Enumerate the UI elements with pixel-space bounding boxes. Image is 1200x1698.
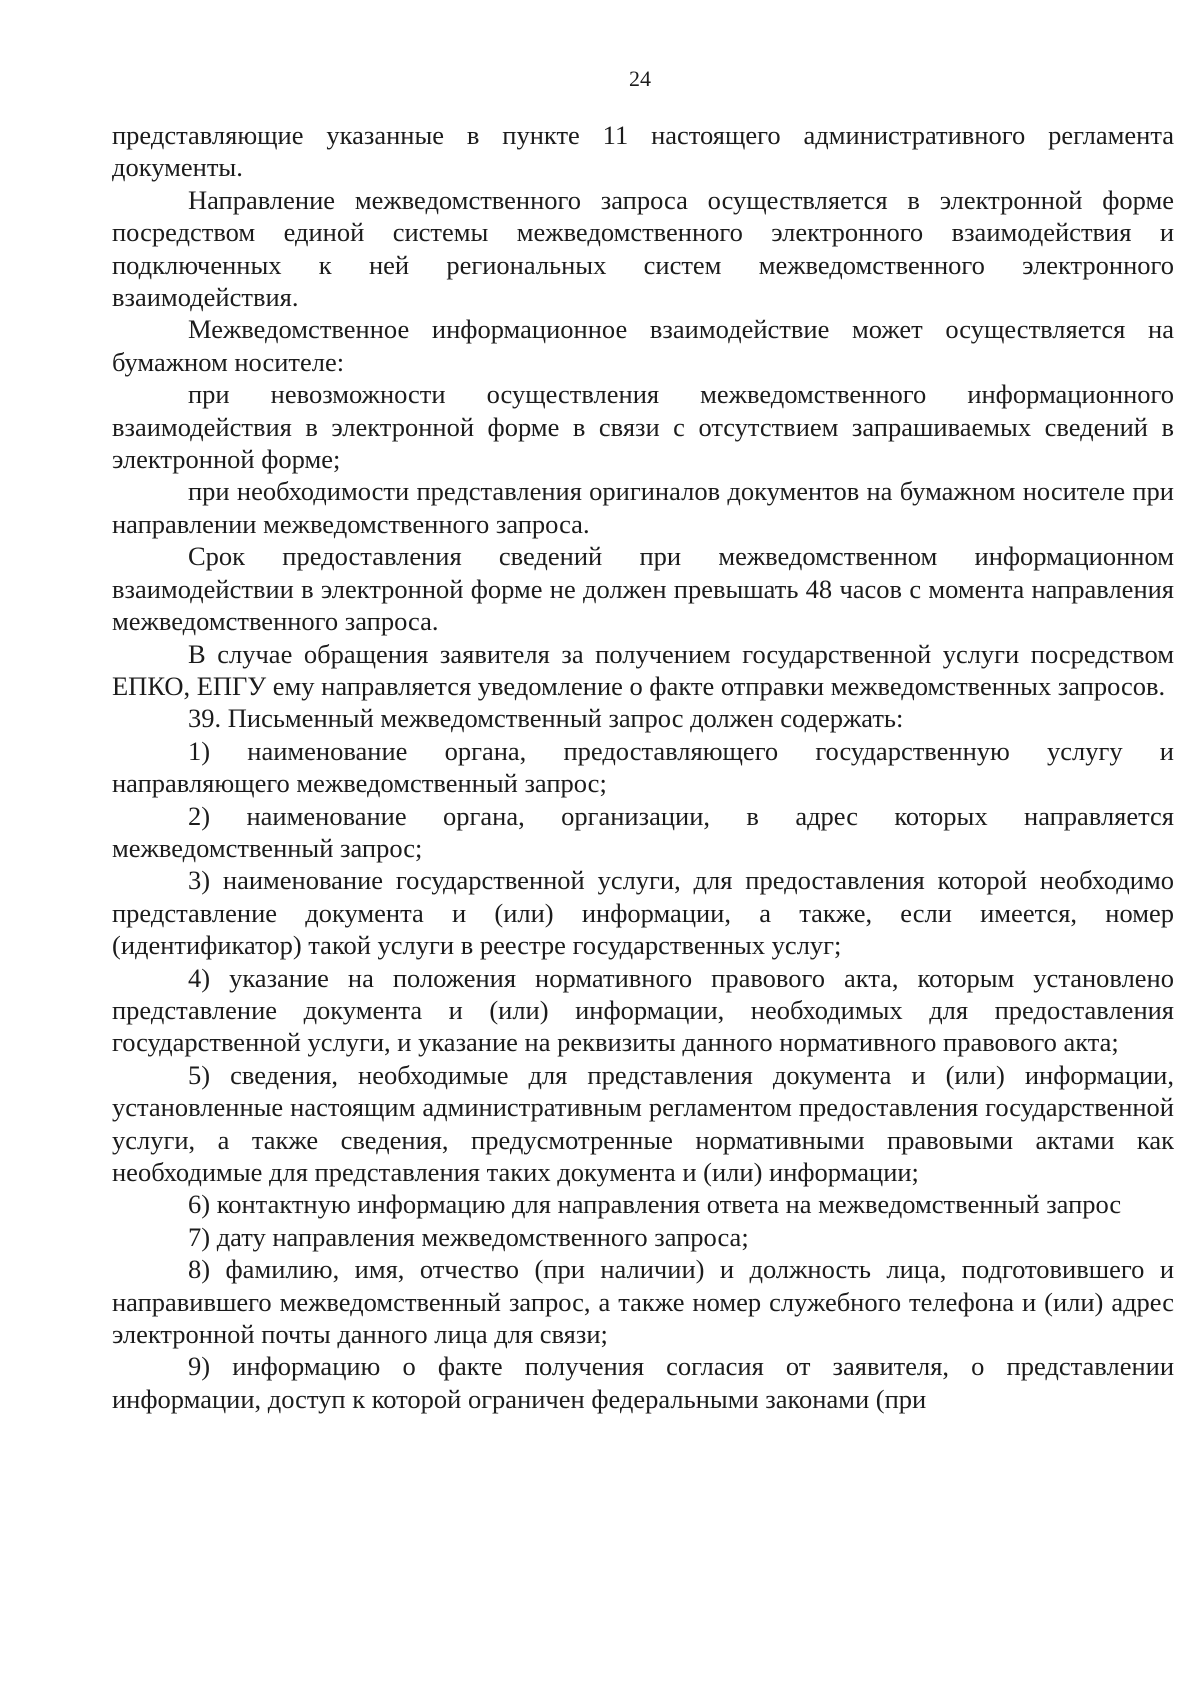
list-item-7: 7) дату направления межведомственного запроса;: [188, 1221, 749, 1252]
list-item-2: 2) наименование органа, организации, в адрес которых направляется межведомственный запрос;: [112, 800, 1174, 863]
paragraph-paper-case-originals: при необходимости представления оригиналов документов на бумажном носителе при направлении межведомственного запроса.: [112, 476, 1174, 539]
paragraph-paper-interaction: Межведомственное информационное взаимодействие может осуществляется на бумажном носителе:: [112, 314, 1174, 377]
paragraph-deadline: Срок предоставления сведений при межведомственном информационном взаимодействии в электронной форме не должен превышать 48 часов с момента направления межведомственного запроса.: [112, 541, 1174, 637]
list-item-9: 9) информацию о факте получения согласия от заявителя, о представлении информации, доступ к которой ограничен федеральными законами (при: [112, 1351, 1174, 1414]
list-item-1: 1) наименование органа, предоставляющего государственную услугу и направляющего межведомственный запрос;: [112, 735, 1174, 799]
paragraph-item-39: 39. Письменный межведомственный запрос должен содержать:: [188, 703, 904, 734]
list-item-4: 4) указание на положения нормативного правового акта, которым установлено представление документа и (или) информации, необходимых для предоставления государственной услуги, и указание на реквизиты данного нормативного правового акта;: [112, 962, 1174, 1058]
paragraph-paper-case-impossibility: при невозможности осуществления межведомственного информационного взаимодействия в электронной форме в связи с отсутствием запрашиваемых сведений в электронной форме;: [112, 379, 1174, 475]
list-item-5: 5) сведения, необходимые для представления документа и (или) информации, установленные настоящим административным регламентом предоставления государственной услуги, а также сведения, предусмотренные нормативными правовыми актами как необходимые для представления таких документа и (или) информации;: [112, 1059, 1174, 1187]
list-item-3: 3) наименование государственной услуги, для предоставления которой необходимо представление документа и (или) информации, а также, если имеется, номер (идентификатор) такой услуги в реестре государственных услуг;: [112, 865, 1174, 961]
list-item-6: 6) контактную информацию для направления ответа на межведомственный запрос: [188, 1189, 1122, 1220]
page-number: 24: [629, 66, 651, 91]
paragraph-continuation: представляющие указанные в пункте 11 настоящего административного регламента документы.: [112, 120, 1174, 183]
document-body: [112, 119, 1174, 1415]
paragraph-notification: В случае обращения заявителя за получением государственной услуги посредством ЕПКО, ЕПГУ ему направляется уведомление о факте отправки межведомственных запросов.: [112, 638, 1174, 701]
list-item-8: 8) фамилию, имя, отчество (при наличии) и должность лица, подготовившего и направившего межведомственный запрос, а также номер служебного телефона и (или) адрес электронной почты данного лица для связи;: [112, 1254, 1174, 1350]
paragraph-request-direction: Направление межведомственного запроса осуществляется в электронной форме посредством единой системы межведомственного электронного взаимодействия и подключенных к ней региональных систем межведомственного электронного взаимодействия.: [112, 184, 1174, 313]
